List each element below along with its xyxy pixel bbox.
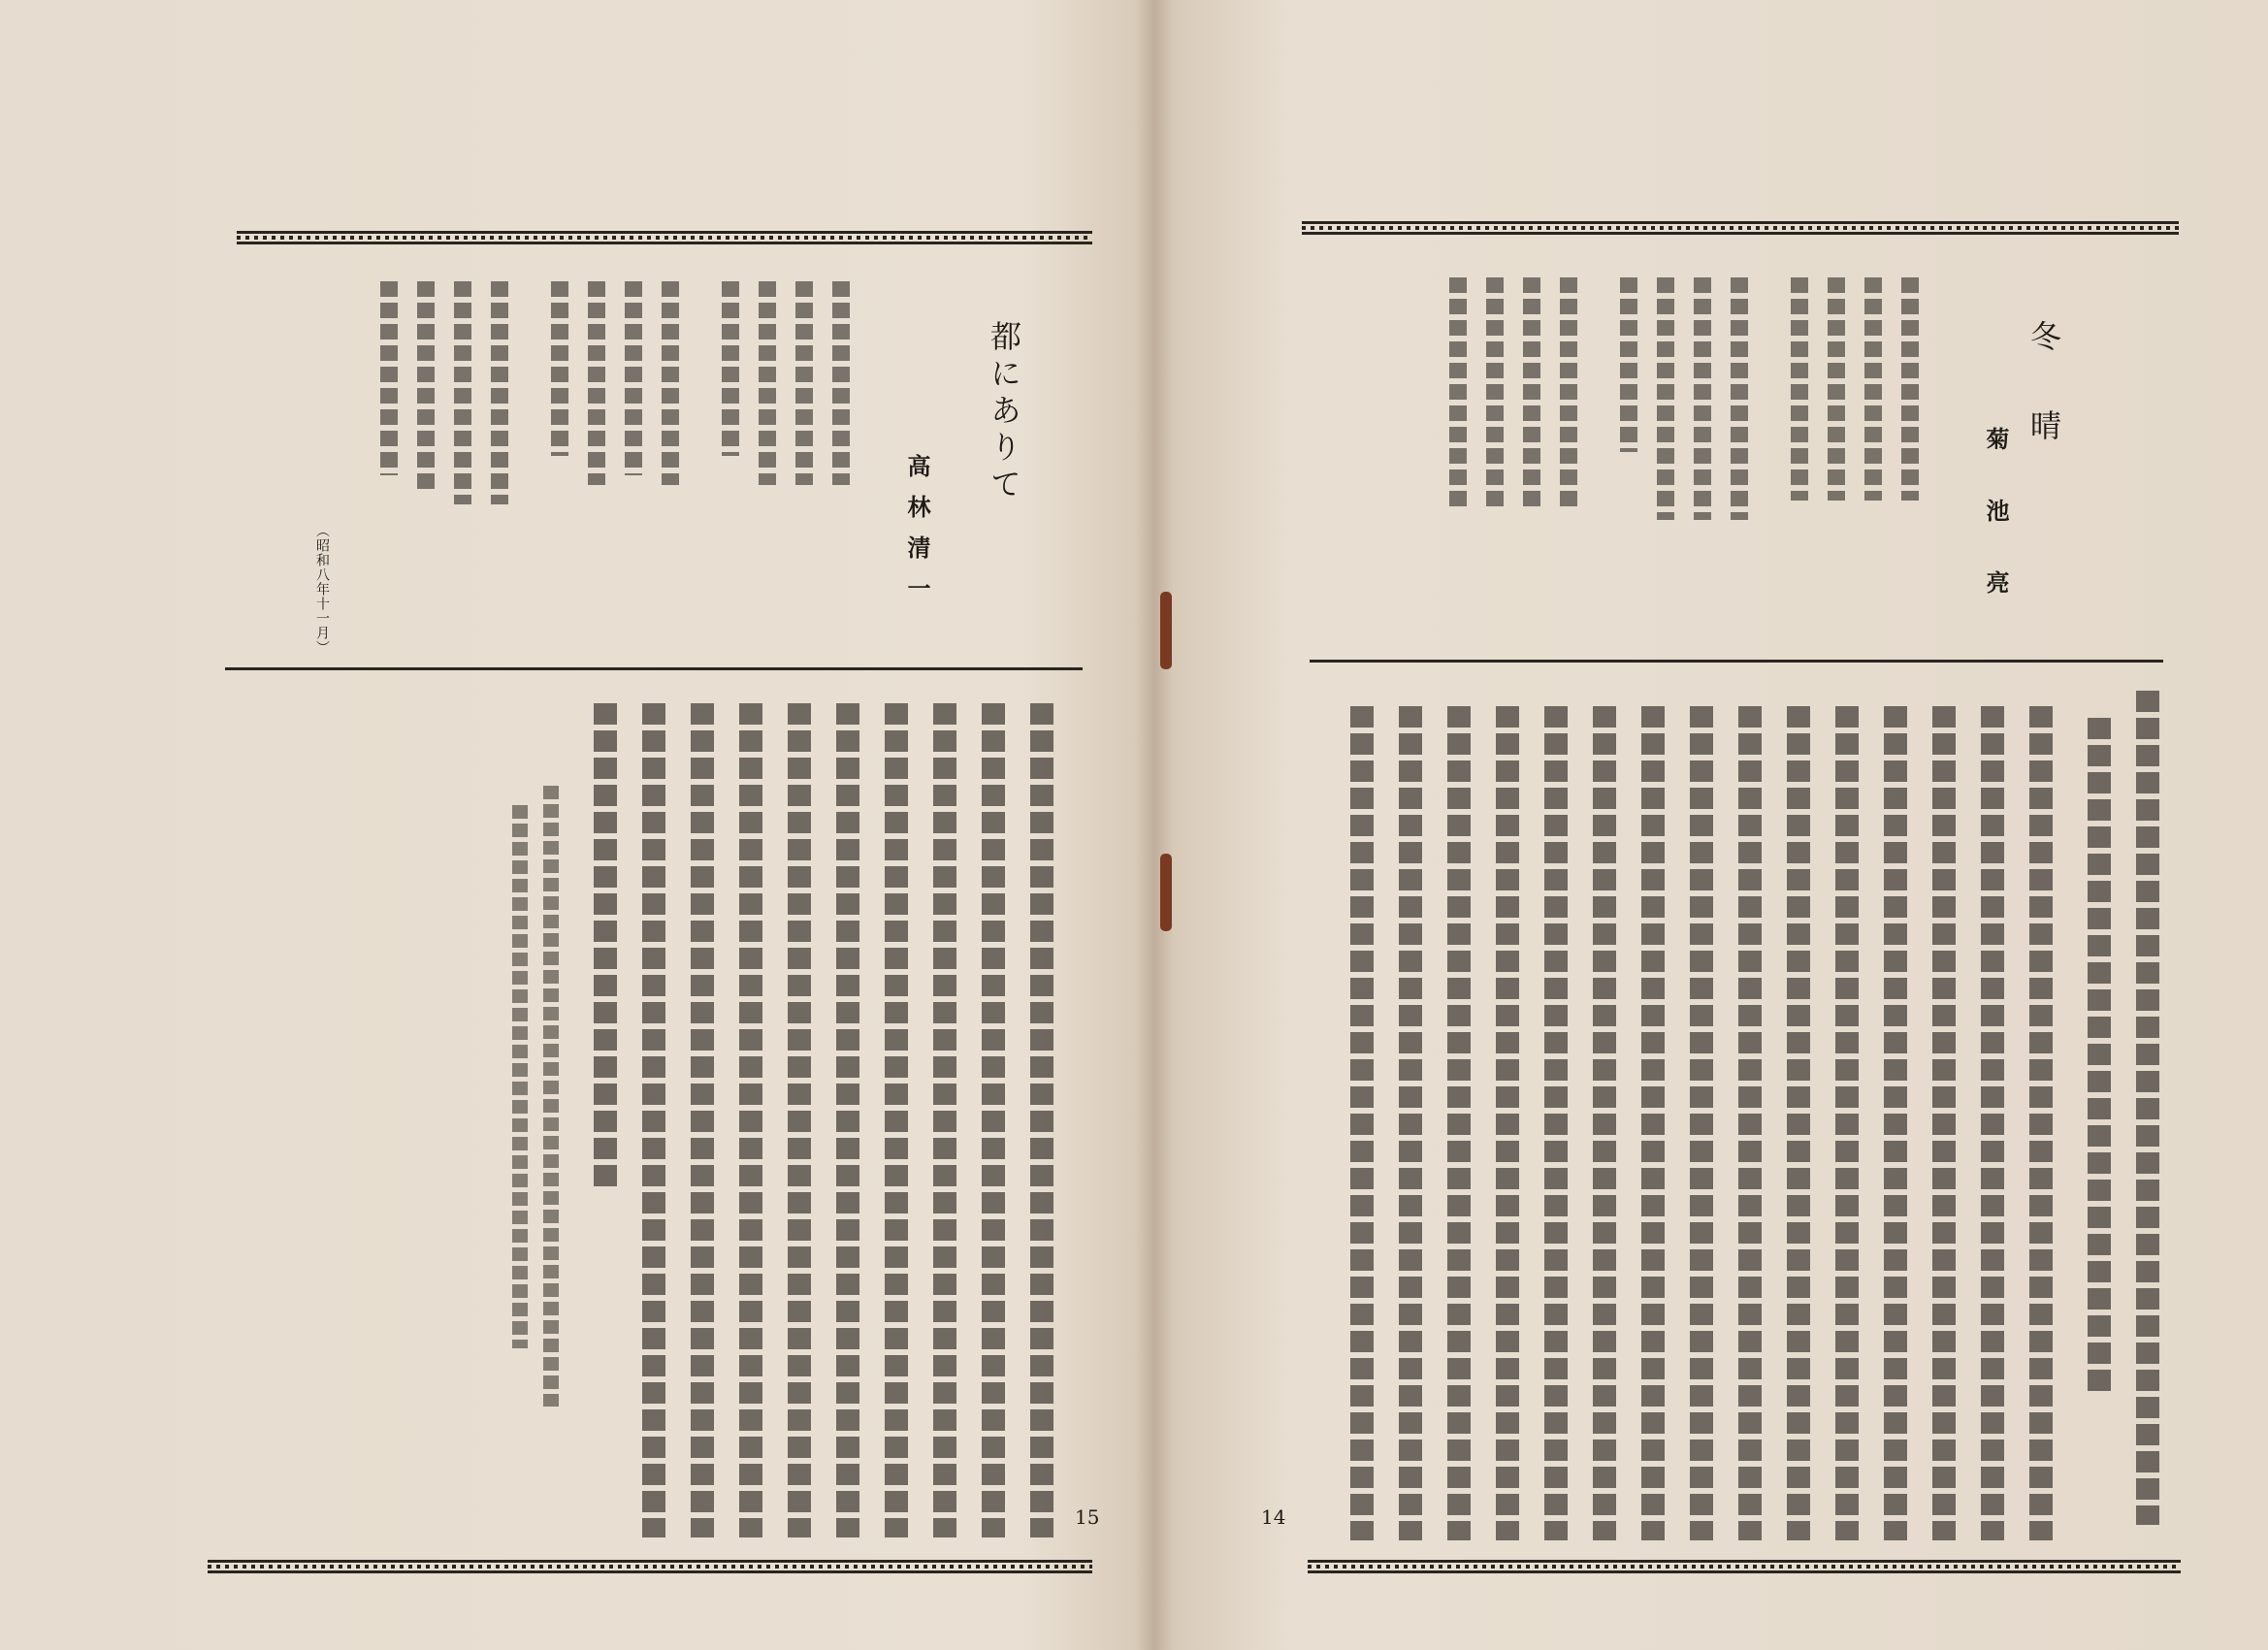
bottom-ornamental-border-right [1308,1560,2181,1573]
date-note: （昭和八年十一月） [314,524,330,655]
bottom-ornamental-border-left [208,1560,1092,1573]
poem-author-left: 高林清一 [903,454,930,617]
section-divider-right [1310,660,2163,663]
right-page [1145,0,2268,1650]
poem-title-left: 都にありて [986,320,1022,504]
top-ornamental-border-left [237,231,1092,244]
page-number-right: 14 [1261,1505,1286,1529]
top-ornamental-border-right [1302,221,2179,235]
poem-author-right: 菊池亮 [1982,427,2009,642]
poem-title-right: 冬晴 [2025,320,2062,499]
section-divider-left [225,667,1083,670]
page-number-left: 15 [1075,1505,1100,1529]
